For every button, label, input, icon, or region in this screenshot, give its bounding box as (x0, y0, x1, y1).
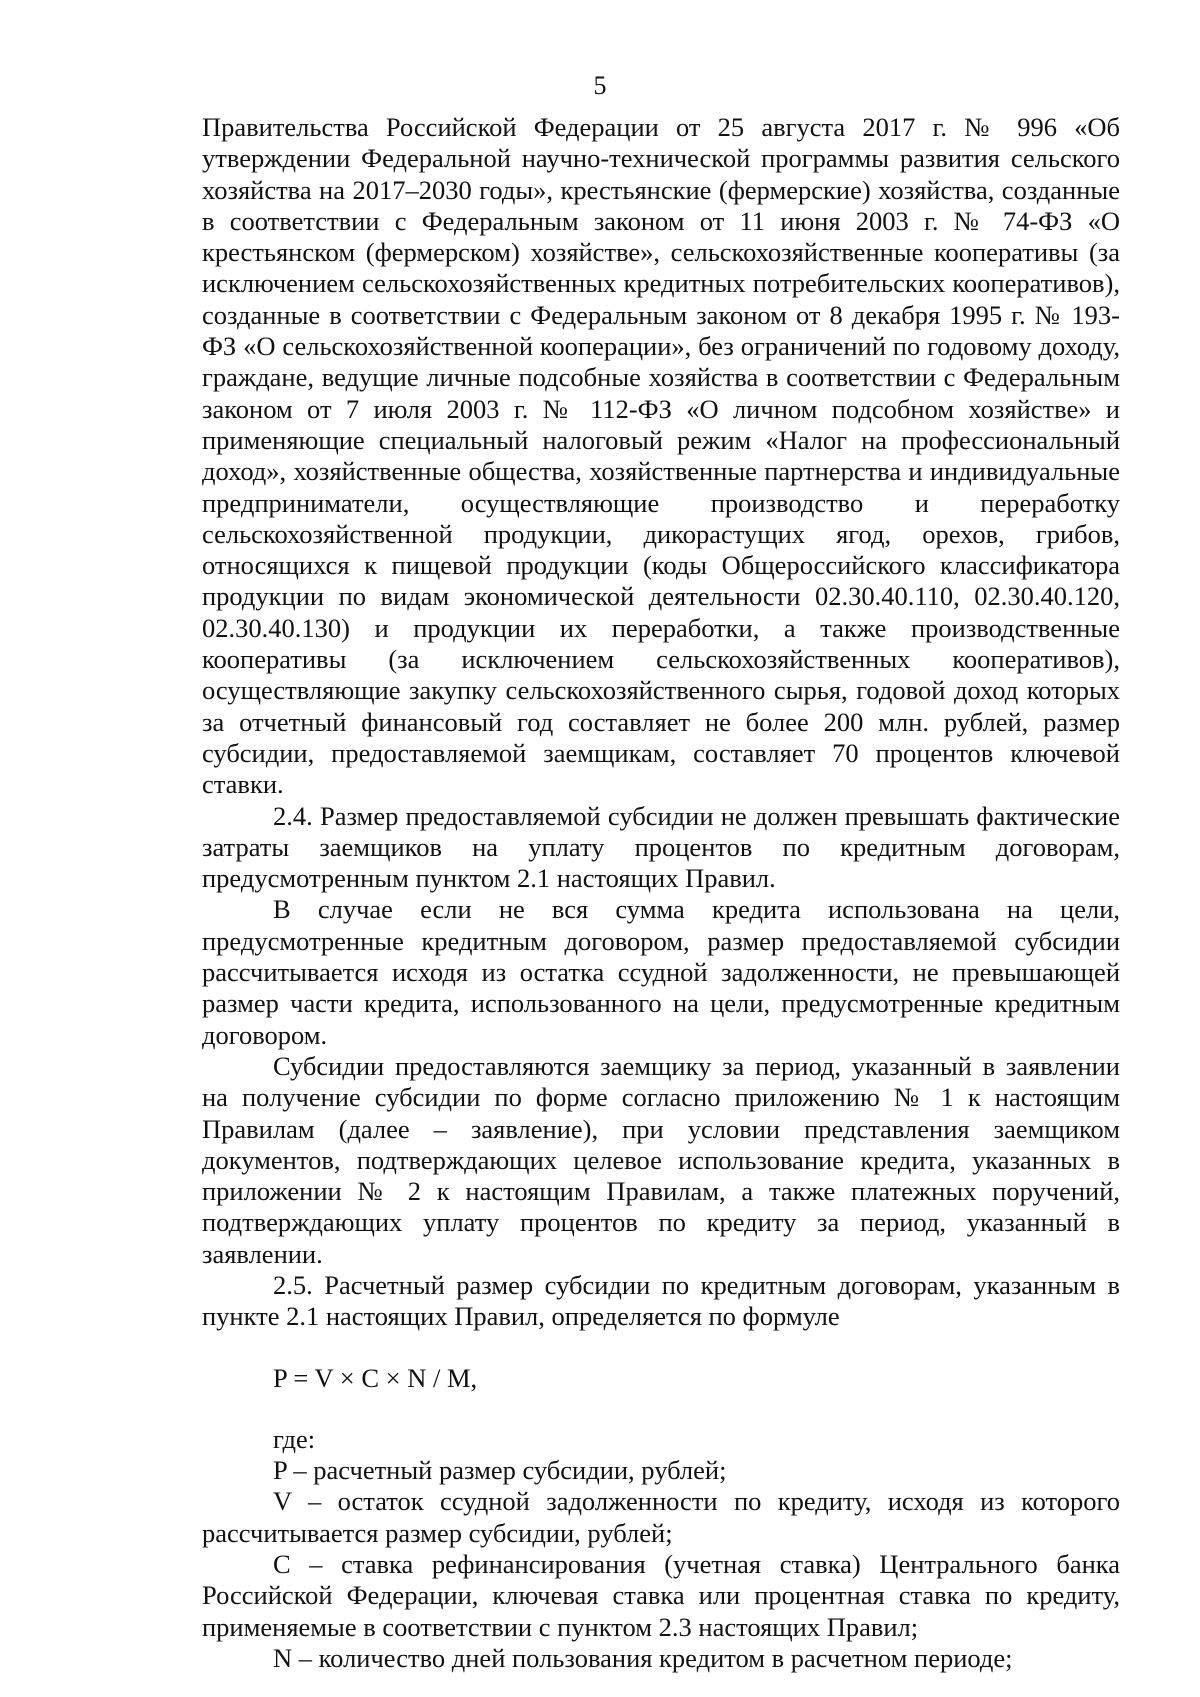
page-number: 5 (593, 71, 607, 100)
paragraph-2-5: 2.5. Расчетный размер субсидии по кредитным договорам, указанным в пункте 2.1 настоящих Правил, определяется по формуле (202, 1269, 1120, 1332)
paragraph-2-4: 2.4. Размер предоставляемой субсидии не должен превышать фактические затраты заемщиков на уплату процентов по кредитным договорам, предусмотренным пунктом 2.1 настоящих Правил. (202, 800, 1120, 894)
definition-c: C – ставка рефинансирования (учетная ставка) Центрального банка Российской Федерации, ключевая ставка или процентная ставка по кредиту, применяемые в соответствии с пунктом 2.3 настоящих Правил; (202, 1549, 1120, 1642)
paragraph-continuation: Правительства Российской Федерации от 25 августа 2017 г. № 996 «Об утверждении Федеральной научно-технической программы развития сельского хозяйства на 2017–2030 годы», крестьянские (фермерские) хозяйства, созданные в соответствии с Федеральным законом от 11 июня 2003 г. № 74-ФЗ «О крестьянском (фермерском) хозяйстве», сельскохозяйственные кооперативы (за исключением сельскохозяйственных кредитных потребительских кооперативов), созданные в соответствии с Федеральным законом от 8 декабря 1995 г. № 193-ФЗ «О сельскохозяйственной кооперации», без ограничений по годовому доходу, граждане, ведущие личные подсобные хозяйства в соответствии с Федеральным законом от 7 июля 2003 г. № 112-ФЗ «О личном подсобном хозяйстве» и применяющие специальный налоговый режим «Налог на профессиональный доход», хозяйственные общества, хозяйственные партнерства и индивидуальные предприниматели, осуществляющие производство и переработку сельскохозяйственной продукции, дикорастущих ягод, орехов, грибов, относящихся к пищевой продукции (коды Общероссийского классификатора продукции по видам экономической деятельности 02.30.40.110, 02.30.40.120, 02.30.40.130) и продукции их переработки, а также производственные кооперативы (за исключением сельскохозяйственных кооперативов), осуществляющие закупку сельскохозяйственного сырья, годовой доход которых за отчетный финансовый год составляет не более 200 млн. рублей, размер субсидии, предоставляемой заемщикам, составляет 70 процентов ключевой ставки. (202, 112, 1120, 800)
where-label: где: (273, 1423, 316, 1454)
paragraph-subsidy-period: Субсидии предоставляются заемщику за период, указанный в заявлении на получение субсидии по форме согласно приложению № 1 к настоящим Правилам (далее – заявление), при условии представления заемщиком документов, подтверждающих целевое использование кредита, указанных в приложении № 2 к настоящим Правилам, а также платежных поручений, подтверждающих уплату процентов по кредиту за период, указанный в заявлении. (202, 1050, 1120, 1269)
definition-n: N – количество дней пользования кредитом в расчетном периоде; (273, 1642, 1013, 1673)
definition-v: V – остаток ссудной задолженности по кредиту, исходя из которого рассчитывается размер субсидии, рублей; (202, 1486, 1120, 1548)
definition-p: P – расчетный размер субсидии, рублей; (273, 1455, 727, 1486)
document-body (202, 112, 1120, 1674)
paragraph-partial-use: В случае если не вся сумма кредита использована на цели, предусмотренные кредитным договором, размер предоставляемой субсидии рассчитывается исходя из остатка ссудной задолженности, не превышающей размер части кредита, использованного на цели, предусмотренные кредитным договором. (202, 894, 1120, 1050)
subsidy-formula: P = V × C × N / M, (273, 1362, 478, 1393)
